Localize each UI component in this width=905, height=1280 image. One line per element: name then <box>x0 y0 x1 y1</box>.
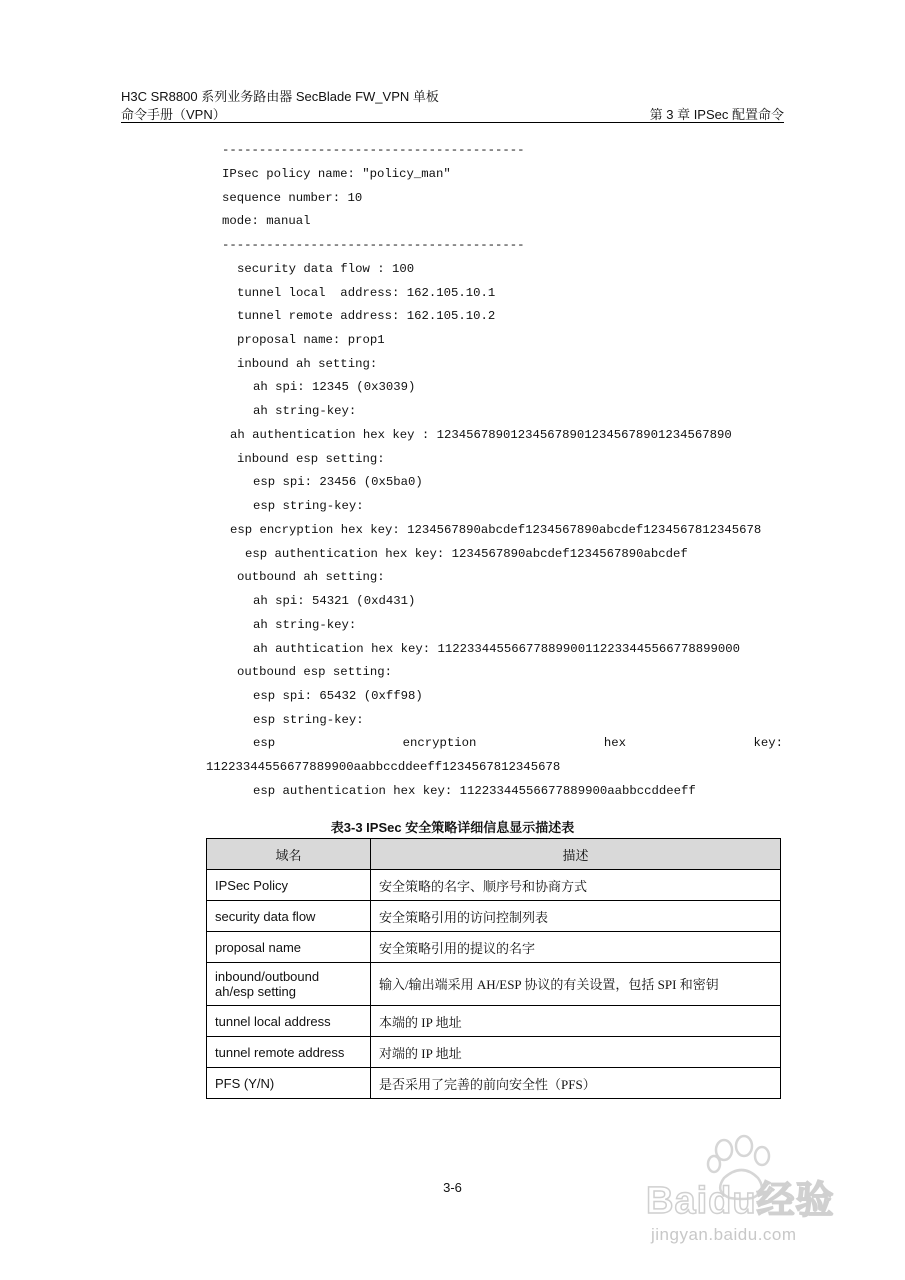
column-header-description: 描述 <box>371 839 781 870</box>
code-line: proposal name: prop1 <box>237 333 385 347</box>
code-line: tunnel local address: 162.105.10.1 <box>237 286 496 300</box>
code-line: esp string-key: <box>253 713 364 727</box>
description-table <box>206 838 781 1099</box>
table-caption: 表3-3 IPSec 安全策略详细信息显示描述表 <box>330 820 575 835</box>
code-line: ----------------------------------------- <box>222 238 525 252</box>
code-line: sequence number: 10 <box>222 191 363 205</box>
code-line: esp authentication hex key: 1234567890abcdef1234567890abcdef <box>245 547 688 561</box>
description-cell: 安全策略的名字、顺序号和协商方式 <box>371 870 781 901</box>
code-line: ah authtication hex key: 11223344556677889900112233445566778899000 <box>253 642 741 656</box>
page-number: 3-6 <box>443 1180 462 1195</box>
code-word: encryption <box>402 736 477 750</box>
field-name-cell: tunnel remote address <box>207 1037 371 1068</box>
table-row <box>207 932 781 963</box>
description-cell: 安全策略引用的提议的名字 <box>371 932 781 963</box>
code-line: tunnel remote address: 162.105.10.2 <box>237 309 496 323</box>
code-line: security data flow : 100 <box>237 262 415 276</box>
code-line: inbound esp setting: <box>237 452 385 466</box>
code-line: 11223344556677889900aabbccddeeff1234567812345678 <box>206 760 561 774</box>
field-name-cell: PFS (Y/N) <box>207 1068 371 1099</box>
code-line: ah spi: 12345 (0x3039) <box>253 380 416 394</box>
header-rule <box>121 122 784 123</box>
description-cell: 输入/输出端采用 AH/ESP 协议的有关设置，包括 SPI 和密钥 <box>371 963 781 1006</box>
code-line: ah authentication hex key : 1234567890123456789012345678901234567890 <box>230 428 732 442</box>
table-row <box>207 1037 781 1068</box>
code-line-justified <box>253 736 783 750</box>
code-line: IPsec policy name: "policy_man" <box>222 167 451 181</box>
watermark-url: jingyan.baidu.com <box>651 1225 797 1244</box>
code-line: ----------------------------------------- <box>222 143 525 157</box>
description-cell: 安全策略引用的访问控制列表 <box>371 901 781 932</box>
document-title: H3C SR8800 系列业务路由器 SecBlade FW_VPN 单板 <box>121 89 439 104</box>
field-name-cell: tunnel local address <box>207 1006 371 1037</box>
code-line: outbound esp setting: <box>237 665 392 679</box>
code-line: ah string-key: <box>253 404 357 418</box>
code-line: ah string-key: <box>253 618 357 632</box>
code-line: esp spi: 23456 (0x5ba0) <box>253 475 423 489</box>
code-line: ah spi: 54321 (0xd431) <box>253 594 416 608</box>
code-line: esp encryption hex key: 1234567890abcdef1234567890abcdef1234567812345678 <box>230 523 762 537</box>
table-row <box>207 963 781 1006</box>
code-line: outbound ah setting: <box>237 570 385 584</box>
table-row <box>207 1068 781 1099</box>
code-word: hex <box>603 736 626 750</box>
field-name-cell: inbound/outbound ah/esp setting <box>207 963 371 1006</box>
field-name-cell: IPSec Policy <box>207 870 371 901</box>
code-line: mode: manual <box>222 214 311 228</box>
code-word: key: <box>753 736 783 750</box>
description-cell: 对端的 IP 地址 <box>371 1037 781 1068</box>
field-name-cell: proposal name <box>207 932 371 963</box>
code-line: inbound ah setting: <box>237 357 378 371</box>
table-row <box>207 1006 781 1037</box>
watermark-brand: Baidu经验 <box>646 1180 835 1222</box>
description-cell: 是否采用了完善的前向安全性（PFS） <box>371 1068 781 1099</box>
column-header-field: 域名 <box>207 839 371 870</box>
field-name-cell: security data flow <box>207 901 371 932</box>
code-line: esp authentication hex key: 11223344556677889900aabbccddeeff <box>253 784 696 798</box>
document-subtitle: 命令手册（VPN） <box>121 107 226 122</box>
code-line: esp spi: 65432 (0xff98) <box>253 689 423 703</box>
table-row <box>207 901 781 932</box>
table-row <box>207 870 781 901</box>
code-word: esp <box>253 736 276 750</box>
code-line: esp string-key: <box>253 499 364 513</box>
chapter-title: 第 3 章 IPSec 配置命令 <box>649 107 784 122</box>
description-cell: 本端的 IP 地址 <box>371 1006 781 1037</box>
